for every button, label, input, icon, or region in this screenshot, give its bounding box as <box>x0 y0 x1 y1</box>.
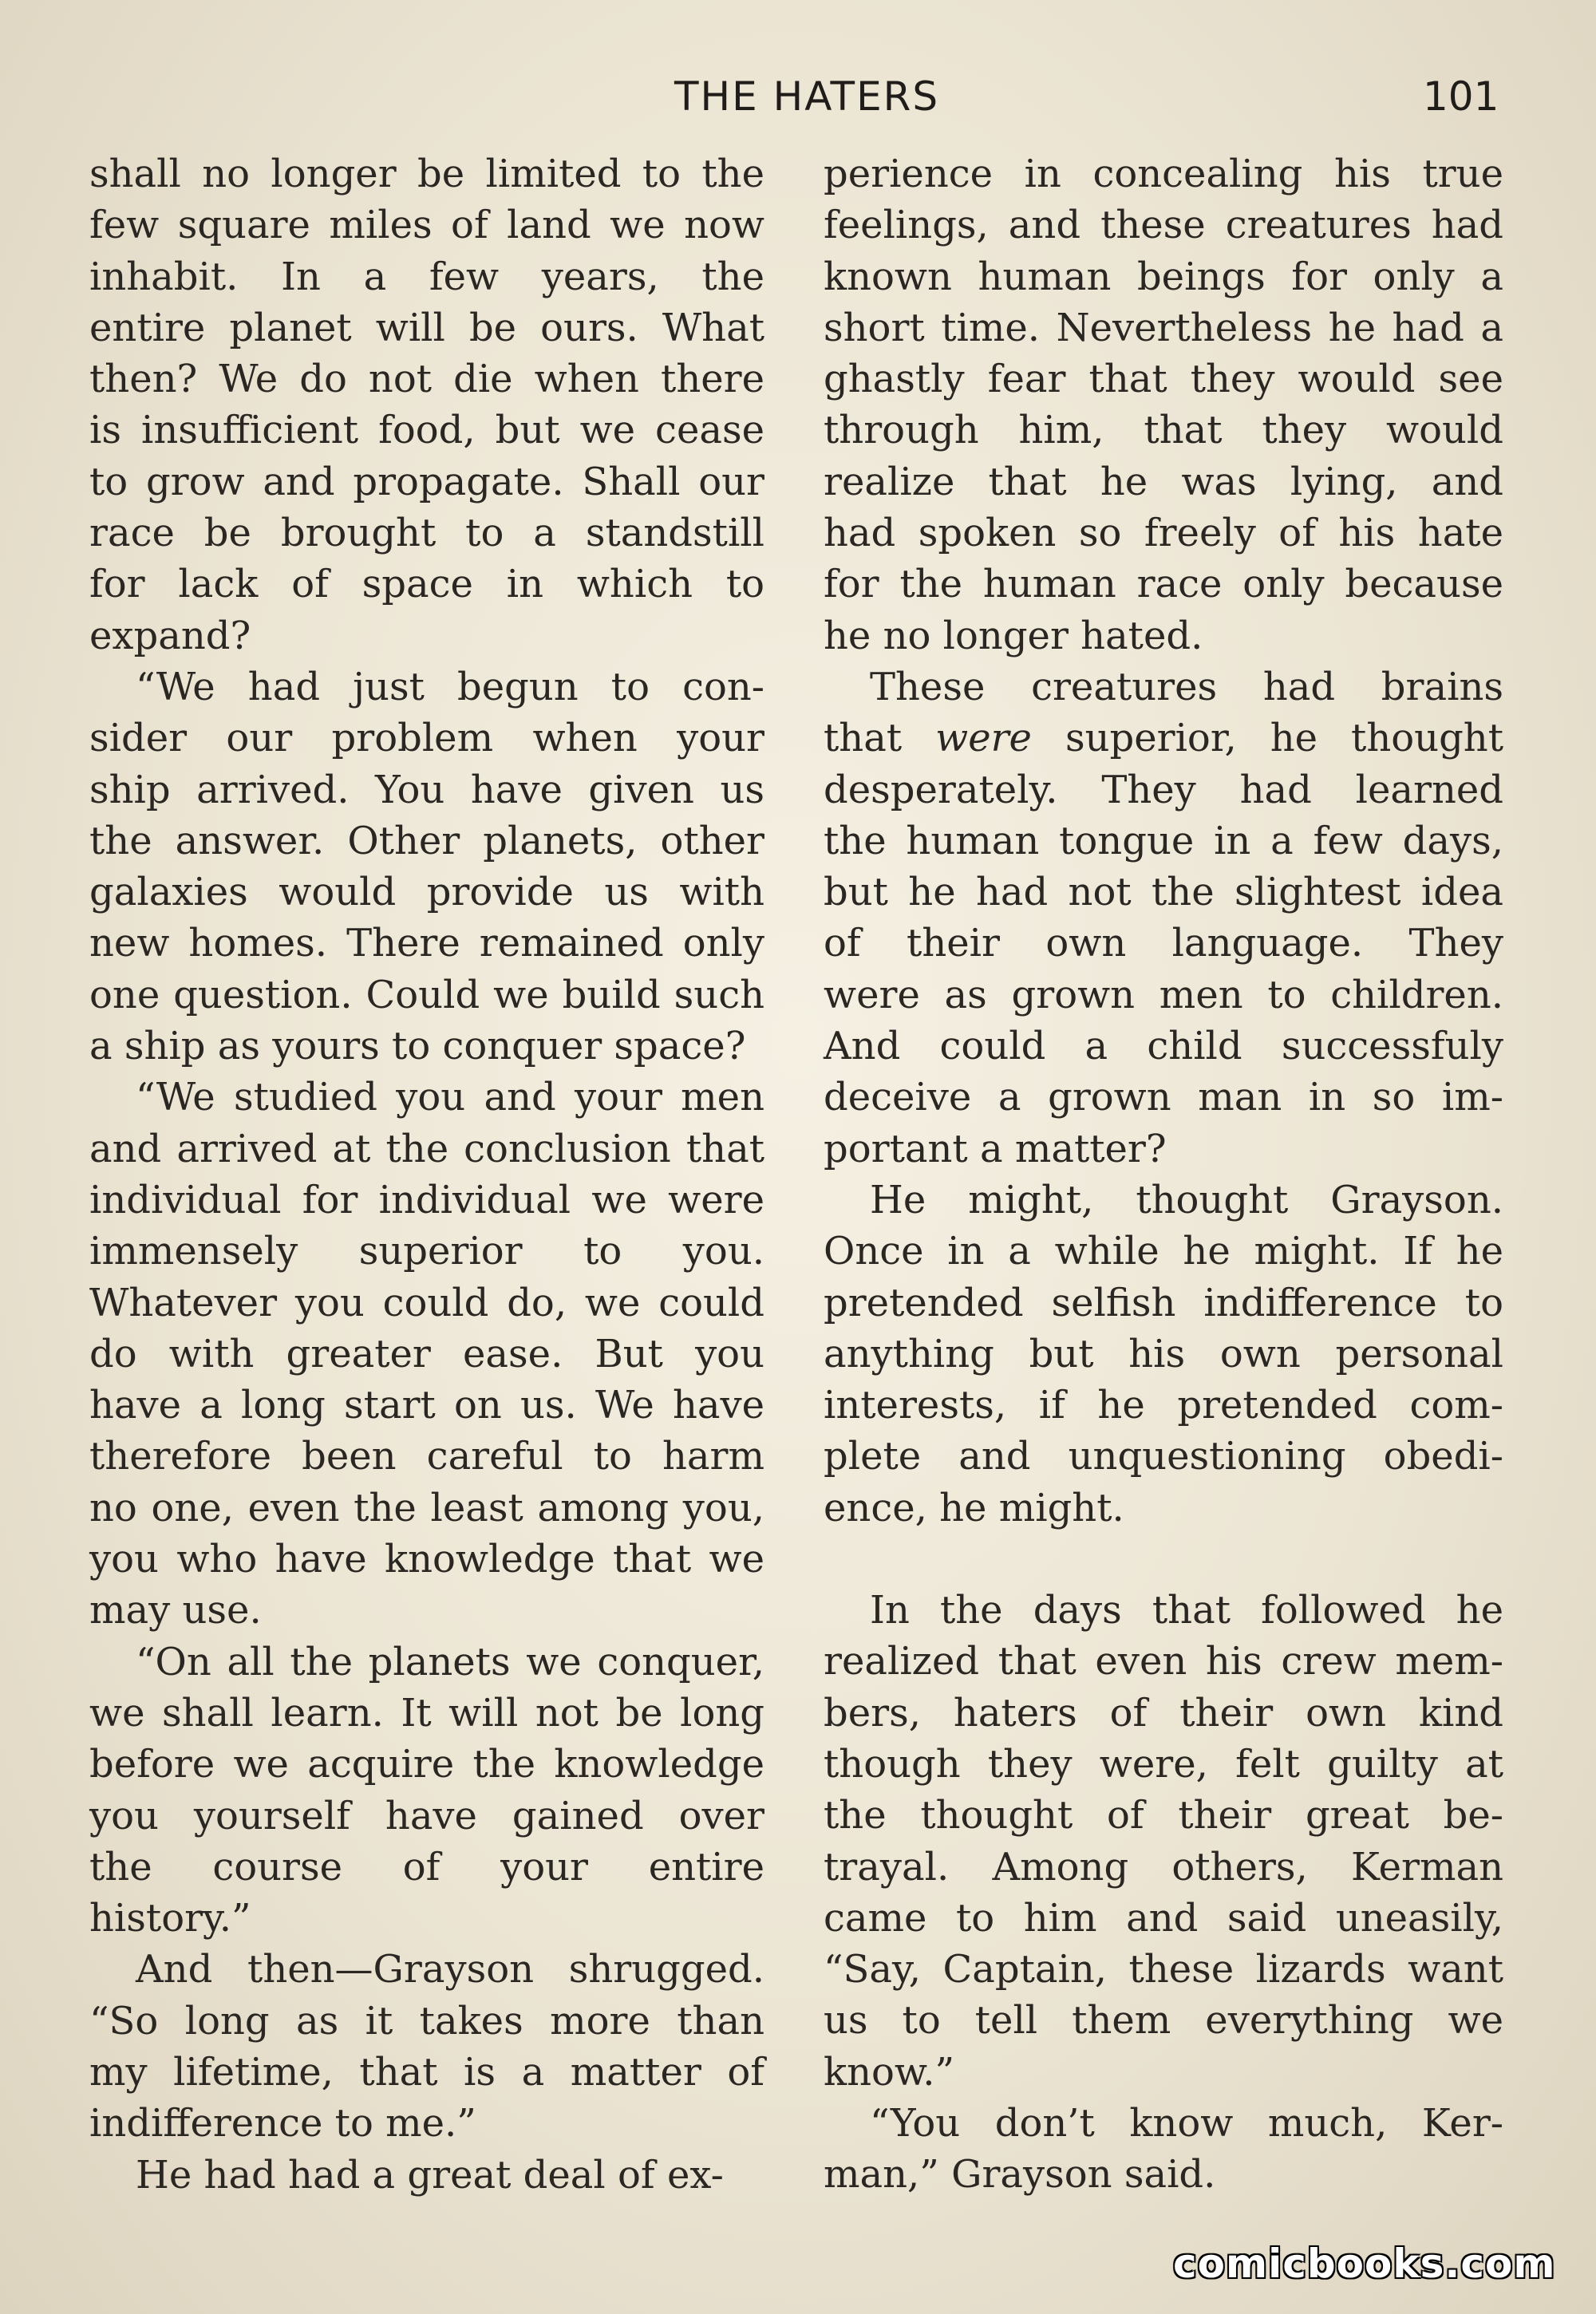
page-number: 101 <box>1423 73 1499 120</box>
text-line: galaxies would provide us with <box>89 870 764 915</box>
text-line: my lifetime, that is a matter of <box>89 2049 764 2095</box>
paragraph <box>89 148 764 661</box>
text-line: realize that he was lying, and <box>824 459 1503 504</box>
text-line: us to tell them everything we <box>824 1998 1503 2044</box>
text-line: anything but his own personal <box>824 1331 1503 1376</box>
text-line <box>824 713 1503 764</box>
left-column <box>89 148 764 2201</box>
text-line: the human tongue in a few days, <box>824 818 1503 863</box>
text-line: few square miles of land we now <box>89 203 764 248</box>
text-line: ghastly fear that they would see <box>824 357 1503 402</box>
paragraph <box>824 148 1503 661</box>
text-line: race be brought to a standstill <box>89 511 764 556</box>
text-line: “We had just begun to con- <box>136 664 764 709</box>
text-line: He might, thought Grayson. <box>870 1177 1503 1222</box>
text-line: bers, haters of their own kind <box>824 1690 1503 1736</box>
text-line: we shall learn. It will not be long <box>89 1690 764 1736</box>
right-column <box>824 148 1503 2201</box>
text-line: plete and unquestioning obedi- <box>824 1434 1503 1479</box>
text-line: “So long as it takes more than <box>89 1998 764 2044</box>
paragraph <box>824 1585 1503 2098</box>
text-line: known human beings for only a <box>824 254 1503 299</box>
text-line: through him, that they would <box>824 408 1503 453</box>
paragraph <box>89 1072 764 1636</box>
paragraph <box>824 1175 1503 1534</box>
text-line: do with greater ease. But you <box>89 1331 764 1376</box>
running-head <box>0 73 1596 129</box>
text-line: expand? <box>89 613 251 658</box>
text-line: a ship as yours to conquer space? <box>89 1024 746 1069</box>
text-line: feelings, and these creatures had <box>824 203 1503 248</box>
text-line: were as grown men to children. <box>824 972 1503 1017</box>
text-line: one question. Could we build such <box>89 972 764 1017</box>
text-line: desperately. They had learned <box>824 767 1503 812</box>
text-segment: that <box>824 716 936 761</box>
text-line: He had had a great deal of ex- <box>136 2152 724 2198</box>
text-line: short time. Nevertheless he had a <box>824 305 1503 350</box>
text-line: And then—Grayson shrugged. <box>136 1947 764 1992</box>
text-segment: superior, he thought <box>1031 716 1503 761</box>
text-line: “On all the planets we conquer, <box>136 1639 764 1684</box>
text-line: man,” Grayson said. <box>824 2152 1216 2198</box>
text-line: entire planet will be ours. What <box>89 305 764 350</box>
text-line: trayal. Among others, Kerman <box>824 1844 1503 1890</box>
text-line: no one, even the least among you, <box>89 1485 764 1530</box>
text-line: for lack of space in which to <box>89 562 764 607</box>
text-line: and arrived at the conclusion that <box>89 1126 764 1171</box>
running-title: THE HATERS <box>674 73 940 120</box>
text-line: is insufficient food, but we cease <box>89 408 764 453</box>
text-line: the thought of their great be- <box>824 1793 1503 1838</box>
paragraph <box>89 2150 764 2201</box>
text-line: had spoken so freely of his hate <box>824 511 1503 556</box>
text-line: but he had not the slightest idea <box>824 870 1503 915</box>
paragraph <box>824 661 1503 1175</box>
text-line: may use. <box>89 1588 262 1633</box>
text-line: sider our problem when your <box>89 716 764 761</box>
text-line: In the days that followed he <box>870 1588 1503 1633</box>
paragraph <box>89 1944 764 2149</box>
text-line: perience in concealing his true <box>824 152 1503 196</box>
text-line: the answer. Other planets, other <box>89 818 764 863</box>
text-line: came to him and said uneasily, <box>824 1895 1503 1941</box>
text-line: the course of your entire <box>89 1844 764 1890</box>
text-line: pretended selfish indifference to <box>824 1280 1503 1325</box>
text-line: then? We do not die when there <box>89 357 764 402</box>
text-line: history.” <box>89 1896 251 1941</box>
text-line: of their own language. They <box>824 921 1503 966</box>
text-line: Once in a while he might. If he <box>824 1229 1503 1274</box>
text-line: shall no longer be limited to the <box>89 152 764 196</box>
text-line: indifference to me.” <box>89 2101 476 2146</box>
text-line: for the human race only because <box>824 562 1503 607</box>
text-line: These creatures had brains <box>870 664 1503 709</box>
text-line: he no longer hated. <box>824 613 1203 658</box>
site-watermark: comicbooks.com <box>1173 2241 1556 2287</box>
text-line: “Say, Captain, these lizards want <box>824 1947 1503 1992</box>
paragraph <box>89 661 764 1072</box>
text-line: know.” <box>824 2049 955 2095</box>
paragraph <box>824 2098 1503 2201</box>
text-line: “We studied you and your men <box>136 1075 764 1120</box>
text-line: have a long start on us. We have <box>89 1383 764 1428</box>
text-line: you yourself have gained over <box>89 1793 764 1838</box>
text-line: interests, if he pretended com- <box>824 1383 1503 1428</box>
text-line: And could a child successfuly <box>824 1024 1503 1069</box>
text-line: Whatever you could do, we could <box>89 1280 764 1325</box>
text-line: individual for individual we were <box>89 1177 764 1222</box>
text-line: new homes. There remained only <box>89 921 764 966</box>
text-line: ence, he might. <box>824 1485 1124 1530</box>
text-line: realized that even his crew mem- <box>824 1639 1503 1684</box>
paragraph <box>89 1637 764 1945</box>
text-line: ship arrived. You have given us <box>89 767 764 812</box>
text-line: therefore been careful to harm <box>89 1434 764 1479</box>
text-line: deceive a grown man in so im- <box>824 1075 1503 1120</box>
text-line: immensely superior to you. <box>89 1229 764 1274</box>
text-line: you who have knowledge that we <box>89 1537 764 1582</box>
text-line: portant a matter? <box>824 1126 1167 1171</box>
text-line: before we acquire the knowledge <box>89 1742 764 1787</box>
text-line: inhabit. In a few years, the <box>89 254 764 299</box>
text-line: “You don’t know much, Ker- <box>870 2100 1503 2146</box>
text-line: to grow and propagate. Shall our <box>89 459 764 504</box>
text-line: though they were, felt guilty at <box>824 1741 1503 1787</box>
emphasis-word: were <box>935 716 1032 761</box>
